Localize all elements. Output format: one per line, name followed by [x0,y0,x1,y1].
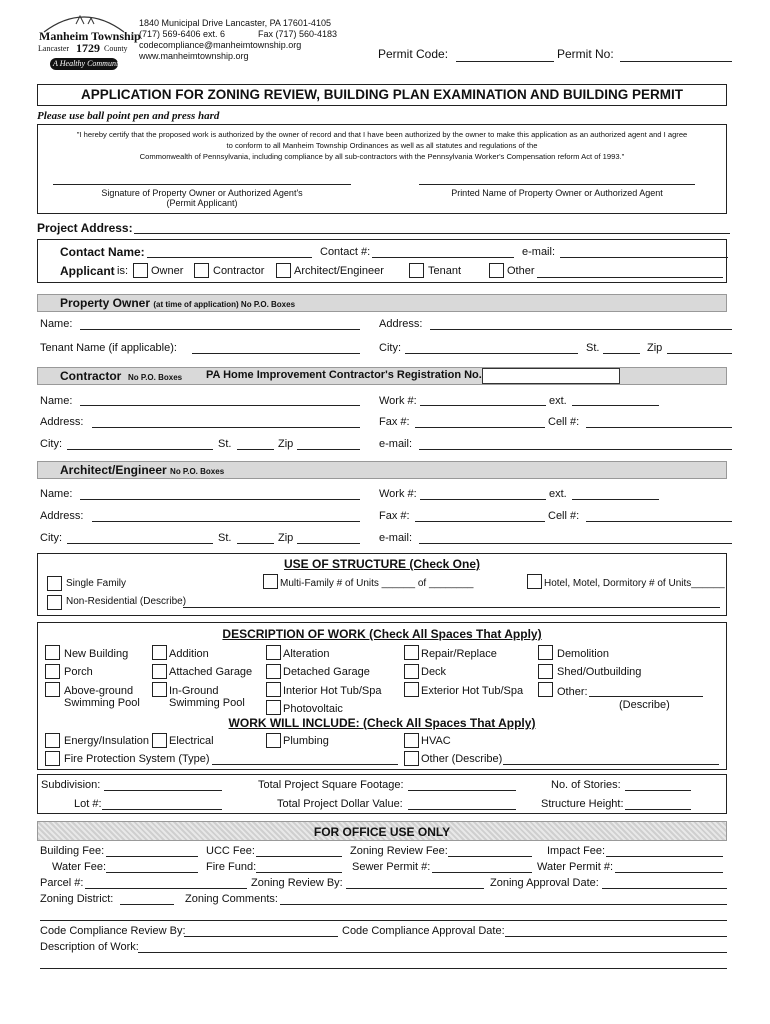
photovoltaic-label: Photovoltaic [283,703,343,715]
code-approval-date-label: Code Compliance Approval Date: [342,925,505,937]
permit-code-label: Permit Code: [378,47,449,61]
owner-address-label: Address: [379,318,423,330]
demolition-checkbox[interactable] [538,645,553,660]
architect-title: Architect/Engineer No P.O. Boxes [60,463,225,477]
stories-label: No. of Stories: [551,779,621,791]
other-work-checkbox[interactable] [538,682,553,697]
in-ground-pool-checkbox[interactable] [152,682,167,697]
permit-no-label: Permit No: [557,47,614,61]
owner-checkbox[interactable] [133,263,148,278]
office-use-title: FOR OFFICE USE ONLY [313,825,451,839]
logo-year: 1729 [76,41,100,55]
description-of-work-field-line2[interactable] [40,968,727,969]
architect-checkbox[interactable] [276,263,291,278]
signature-field[interactable] [53,184,351,185]
other-applicant-field[interactable] [537,277,723,278]
parcel-field[interactable] [85,888,247,889]
owner-name-field[interactable] [80,329,360,330]
in-ground-label: In-Ground [169,685,219,697]
logo-right-text: County [104,44,128,53]
architect-option-label: Architect/Engineer [294,265,384,277]
deck-checkbox[interactable] [404,664,419,679]
zoning-district-label: Zoning District: [40,893,114,905]
contractor-ext-label: ext. [549,395,567,407]
shed-label: Shed/Outbuilding [557,666,642,678]
township-phone: (717) 569-6406 ext. 6 [139,29,226,39]
porch-label: Porch [64,666,93,678]
dollar-value-field[interactable] [408,809,516,810]
logo-tagline: A Healthy Community [53,59,124,68]
architect-address-label: Address: [40,510,84,522]
township-website: www.manheimtownship.org [139,51,249,61]
work-will-include-title: WORK WILL INCLUDE: (Check All Spaces That Apply) [228,716,536,730]
contractor-title: Contractor No P.O. Boxes [60,369,183,383]
architect-fax-label: Fax #: [379,510,410,522]
fire-fund-label: Fire Fund: [206,861,257,873]
water-fee-label: Water Fee: [52,861,106,873]
other-work-label: Other: [557,686,588,698]
contractor-fax-field[interactable] [415,427,545,428]
contractor-name-field[interactable] [80,405,360,406]
energy-insulation-checkbox[interactable] [45,733,60,748]
ucc-fee-field[interactable] [256,856,342,857]
contractor-work-label: Work #: [379,395,417,407]
contractor-city-label: City: [40,438,62,450]
detached-garage-checkbox[interactable] [266,664,281,679]
repair-replace-label: Repair/Replace [421,648,497,660]
alteration-checkbox[interactable] [266,645,281,660]
repair-replace-checkbox[interactable] [404,645,419,660]
impact-fee-label: Impact Fee: [547,845,606,857]
architect-state-field[interactable] [237,543,274,544]
water-permit-field[interactable] [615,872,723,873]
code-review-by-label: Code Compliance Review By: [40,925,186,937]
electrical-label: Electrical [169,735,214,747]
property-owner-title: Property Owner (at time of application) No P.O. Boxes [60,296,296,310]
contractor-zip-field[interactable] [297,449,360,450]
fire-fund-field[interactable] [256,872,342,873]
tenant-name-label: Tenant Name (if applicable): [40,342,177,354]
non-residential-checkbox[interactable] [47,595,62,610]
registration-label: PA Home Improvement Contractor's Registration No. [206,369,482,381]
description-of-work-field[interactable] [138,952,727,953]
owner-address-field[interactable] [430,329,732,330]
sewer-permit-field[interactable] [432,872,532,873]
architect-email-label: e-mail: [379,532,413,544]
contractor-option-label: Contractor [213,265,265,277]
zoning-district-field[interactable] [120,904,174,905]
electrical-checkbox[interactable] [152,733,167,748]
architect-name-field[interactable] [80,499,360,500]
owner-city-label: City: [379,342,401,354]
printed-name-label: Printed Name of Property Owner or Authorized Agent [451,188,663,198]
logo-left-text: Lancaster [38,44,70,53]
contractor-zip-label: Zip [278,438,294,450]
new-building-checkbox[interactable] [45,645,60,660]
zoning-comments-label: Zoning Comments: [185,893,278,905]
architect-address-field[interactable] [92,521,360,522]
signature-label: Signature of Property Owner or Authorized Agent's [101,188,303,198]
zoning-review-by-label: Zoning Review By: [251,877,343,889]
contractor-ext-field[interactable] [572,405,659,406]
owner-name-label: Name: [40,318,73,330]
architect-name-label: Name: [40,488,73,500]
alteration-label: Alteration [283,648,330,660]
hotel-label: Hotel, Motel, Dormitory # of Units______ [544,578,725,589]
certification-line1: "I hereby certify that the proposed work is authorized by the owner of record and that I have been authorized by the owner to make this application as an authorized agent and I agree [76,130,688,139]
contractor-cell-field[interactable] [586,427,732,428]
subdivision-label: Subdivision: [41,779,101,791]
architect-fax-field[interactable] [415,521,545,522]
use-of-structure-title: USE OF STRUCTURE (Check One) [283,557,481,571]
other-include-field[interactable] [503,764,719,765]
shed-checkbox[interactable] [538,664,553,679]
tenant-name-field[interactable] [192,353,360,354]
square-footage-label: Total Project Square Footage: [258,779,404,791]
architect-band [37,461,727,479]
addition-label: Addition [169,648,209,660]
stories-field[interactable] [625,790,691,791]
fire-protection-checkbox[interactable] [45,751,60,766]
contractor-fax-label: Fax #: [379,416,410,428]
architect-email-field[interactable] [419,543,732,544]
contractor-name-label: Name: [40,395,73,407]
single-family-checkbox[interactable] [47,576,62,591]
zoning-comments-field-line2[interactable] [40,920,727,921]
exterior-hot-tub-checkbox[interactable] [404,682,419,697]
other-option-label: Other [507,265,535,277]
building-fee-field[interactable] [106,856,198,857]
contractor-email-label: e-mail: [379,438,413,450]
contractor-state-field[interactable] [237,449,274,450]
dollar-value-label: Total Project Dollar Value: [277,798,403,810]
architect-city-label: City: [40,532,62,544]
architect-ext-label: ext. [549,488,567,500]
contractor-work-field[interactable] [420,405,546,406]
fire-protection-label: Fire Protection System (Type) [64,753,210,765]
hvac-label: HVAC [421,735,451,747]
printed-name-field[interactable] [419,184,695,185]
architect-work-field[interactable] [420,499,546,500]
township-logo [36,10,141,72]
parcel-label: Parcel #: [40,877,84,889]
square-footage-field[interactable] [408,790,516,791]
zoning-comments-field[interactable] [280,904,727,905]
interior-hot-tub-checkbox[interactable] [266,682,281,697]
permit-no-field[interactable] [620,61,732,62]
other-include-checkbox[interactable] [404,751,419,766]
township-address: 1840 Municipal Drive Lancaster, PA 17601-4105 [139,18,331,28]
contractor-address-label: Address: [40,416,84,428]
photovoltaic-checkbox[interactable] [266,700,281,715]
architect-cell-label: Cell #: [548,510,580,522]
hotel-checkbox[interactable] [527,574,542,589]
other-checkbox[interactable] [489,263,504,278]
contact-number-label: Contact #: [320,246,371,258]
above-ground-pool-checkbox[interactable] [45,682,60,697]
in-ground-pool-label: Swimming Pool [169,697,245,709]
project-address-field[interactable] [134,233,730,234]
contractor-email-field[interactable] [419,449,732,450]
zoning-approval-date-field[interactable] [602,888,727,889]
structure-height-field[interactable] [625,809,691,810]
lot-label: Lot #: [74,798,102,810]
permit-code-field[interactable] [456,61,554,62]
attached-garage-label: Attached Garage [169,666,253,678]
contact-number-field[interactable] [372,257,514,258]
other-work-describe-label: (Describe) [619,699,670,711]
architect-cell-field[interactable] [586,521,732,522]
multi-family-label: Multi-Family # of Units ______ of ________ [280,578,474,589]
contractor-state-label: St. [218,438,232,450]
description-of-work-label: Description of Work: [40,941,139,953]
subdivision-field[interactable] [104,790,222,791]
attached-garage-checkbox[interactable] [152,664,167,679]
ucc-fee-label: UCC Fee: [206,845,255,857]
form-title: APPLICATION FOR ZONING REVIEW, BUILDING PLAN EXAMINATION AND BUILDING PERMIT [81,87,683,102]
tenant-option-label: Tenant [428,265,462,277]
impact-fee-field[interactable] [606,856,723,857]
architect-work-label: Work #: [379,488,417,500]
interior-hot-tub-label: Interior Hot Tub/Spa [283,685,382,697]
other-work-field[interactable] [589,696,703,697]
plumbing-checkbox[interactable] [266,733,281,748]
other-include-label: Other (Describe) [421,753,503,765]
zoning-review-fee-field[interactable] [448,856,532,857]
water-fee-field[interactable] [106,872,198,873]
architect-city-field[interactable] [67,543,213,544]
contractor-cell-label: Cell #: [548,416,580,428]
lot-field[interactable] [102,809,222,810]
project-address-label: Project Address: [37,221,133,235]
contractor-address-field[interactable] [92,427,360,428]
multi-family-checkbox[interactable] [263,574,278,589]
porch-checkbox[interactable] [45,664,60,679]
certification-line2: to conform to all Manheim Township Ordinances as well as all statutes and regulations of the [226,141,538,150]
above-ground-pool-label: Swimming Pool [64,697,140,709]
owner-zip-label: Zip [647,342,663,354]
contractor-band [37,367,727,385]
architect-ext-field[interactable] [572,499,659,500]
sewer-permit-label: Sewer Permit #: [352,861,431,873]
contact-email-label: e-mail: [522,246,556,258]
signature-sublabel: (Permit Applicant) [166,198,238,208]
zoning-review-fee-label: Zoning Review Fee: [350,845,448,857]
water-permit-label: Water Permit #: [537,861,613,873]
addition-checkbox[interactable] [152,645,167,660]
logo-name: Manheim Township [39,29,141,43]
building-fee-label: Building Fee: [40,845,105,857]
structure-height-label: Structure Height: [541,798,624,810]
architect-state-label: St. [218,532,232,544]
hvac-checkbox[interactable] [404,733,419,748]
contact-name-label: Contact Name: [60,245,145,259]
registration-number-field[interactable] [482,368,620,384]
architect-zip-label: Zip [278,532,294,544]
detached-garage-label: Detached Garage [283,666,370,678]
contact-email-field[interactable] [560,257,728,258]
code-approval-date-field[interactable] [505,936,727,937]
owner-option-label: Owner [151,265,184,277]
owner-state-label: St. [586,342,600,354]
plumbing-label: Plumbing [283,735,329,747]
description-of-work-title: DESCRIPTION OF WORK (Check All Spaces That Apply) [222,627,542,641]
contractor-checkbox[interactable] [194,263,209,278]
certification-line3: Commonwealth of Pennsylvania, including compliance by all sub-contractors with the Pennsylvania Worker's Compensation reform Act of 1993." [139,152,625,161]
applicant-is-label: is: [117,265,128,277]
owner-state-field[interactable] [603,353,640,354]
owner-city-field[interactable] [405,353,578,354]
exterior-hot-tub-label: Exterior Hot Tub/Spa [421,685,524,697]
energy-insulation-label: Energy/Insulation [64,735,149,747]
demolition-label: Demolition [557,648,609,660]
new-building-label: New Building [64,648,129,660]
above-ground-label: Above-ground [64,685,134,697]
zoning-review-by-field[interactable] [346,888,484,889]
fire-protection-field[interactable] [212,764,398,765]
non-residential-label: Non-Residential (Describe) [66,596,187,607]
applicant-label: Applicant [60,264,115,278]
tenant-checkbox[interactable] [409,263,424,278]
single-family-label: Single Family [66,578,127,589]
architect-zip-field[interactable] [297,543,360,544]
property-owner-band [37,294,727,312]
township-email: codecompliance@manheimtownship.org [139,40,302,50]
zoning-approval-date-label: Zoning Approval Date: [490,877,599,889]
non-residential-field[interactable] [183,607,720,608]
owner-zip-field[interactable] [667,353,732,354]
contact-name-field[interactable] [147,257,312,258]
contractor-city-field[interactable] [67,449,213,450]
code-review-by-field[interactable] [184,936,338,937]
township-fax: Fax (717) 560-4183 [258,29,338,39]
deck-label: Deck [421,666,447,678]
instruction-text: Please use ball point pen and press hard [37,110,220,122]
